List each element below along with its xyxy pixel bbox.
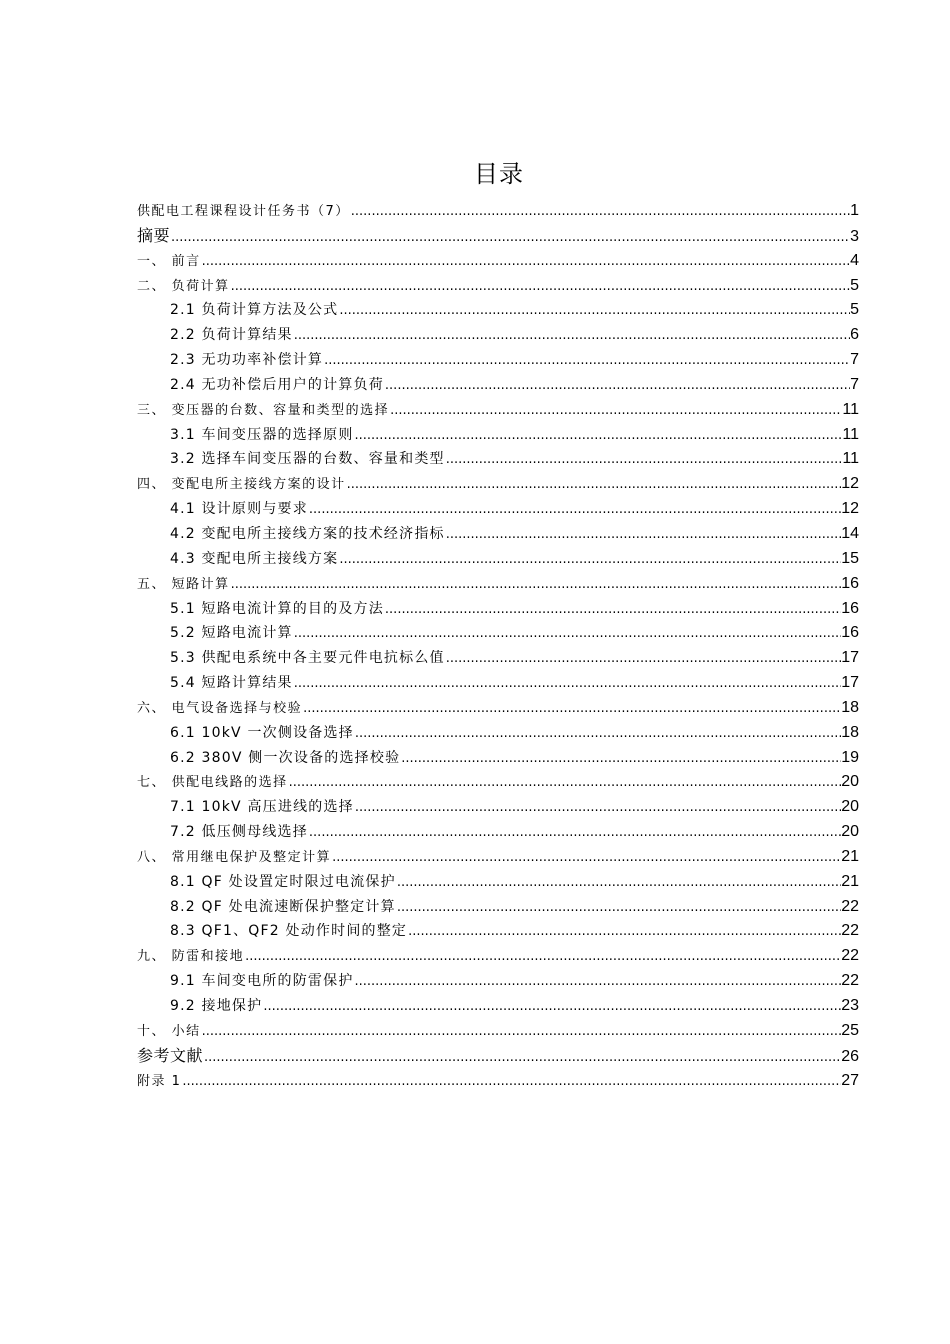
toc-page-number: 7	[850, 351, 859, 369]
toc-page-number: 19	[841, 748, 859, 766]
toc-page-number: 20	[841, 823, 859, 841]
toc-dot-leader	[302, 697, 841, 722]
toc-dot-leader	[389, 399, 842, 424]
toc-dot-leader	[293, 324, 850, 349]
toc-dot-leader	[262, 995, 841, 1020]
toc-page-number: 27	[841, 1071, 859, 1089]
toc-entry[interactable]	[137, 820, 859, 845]
toc-dot-leader	[201, 1020, 842, 1045]
toc-entry-title: 六、 电气设备选择与校验	[137, 700, 303, 716]
toc-entry[interactable]	[137, 795, 859, 820]
toc-page-number: 17	[841, 674, 859, 692]
toc-dot-leader	[331, 846, 841, 871]
toc-dot-leader	[445, 448, 843, 473]
toc-entry[interactable]	[137, 919, 859, 944]
toc-page-number: 22	[841, 897, 859, 915]
toc-page-number: 11	[842, 400, 859, 418]
toc-entry-title: 4.2 变配电所主接线方案的技术经济指标	[170, 525, 445, 542]
toc-entry[interactable]	[137, 249, 859, 274]
toc-page-number: 17	[841, 649, 859, 667]
toc-page-number: 22	[841, 947, 859, 965]
toc-entry-title: 七、 供配电线路的选择	[137, 775, 288, 791]
toc-dot-leader	[293, 622, 841, 647]
toc-dot-leader	[354, 970, 842, 995]
toc-page-number: 16	[841, 599, 859, 617]
toc-entry-title: 九、 防雷和接地	[137, 949, 245, 965]
toc-dot-leader	[354, 424, 843, 449]
toc-dot-leader	[346, 473, 842, 498]
toc-entry[interactable]	[137, 447, 859, 472]
toc-dot-leader	[354, 796, 841, 821]
toc-dot-leader	[230, 275, 850, 300]
toc-page-number: 20	[841, 798, 859, 816]
toc-page-number: 25	[841, 1021, 859, 1039]
toc-dot-leader	[445, 647, 841, 672]
toc-dot-leader	[338, 299, 850, 324]
toc-dot-leader	[384, 598, 841, 623]
toc-entry-title: 4.3 变配电所主接线方案	[170, 550, 339, 567]
toc-entry-title: 5.4 短路计算结果	[170, 675, 293, 692]
toc-dot-leader	[338, 548, 841, 573]
toc-entry-title: 2.4 无功补偿后用户的计算负荷	[170, 376, 384, 393]
toc-page-number: 12	[841, 500, 859, 518]
toc-dot-leader	[170, 226, 850, 251]
toc-entry[interactable]	[137, 348, 859, 373]
toc-entry[interactable]	[137, 423, 859, 448]
toc-entry[interactable]	[137, 472, 859, 497]
toc-page-number: 21	[841, 872, 859, 890]
toc-entry[interactable]	[137, 621, 859, 646]
toc-entry-title: 4.1 设计原则与要求	[170, 501, 308, 518]
toc-entry-title: 三、 变压器的台数、容量和类型的选择	[137, 402, 390, 418]
toc-entry[interactable]	[137, 274, 859, 299]
toc-entry[interactable]	[137, 572, 859, 597]
toc-dot-leader	[445, 523, 841, 548]
toc-entry[interactable]	[137, 721, 859, 746]
toc-entry-title: 五、 短路计算	[137, 576, 230, 592]
toc-entry-title: 3.2 选择车间变压器的台数、容量和类型	[170, 451, 445, 468]
toc-page-number: 22	[841, 972, 859, 990]
toc-entry[interactable]	[137, 671, 859, 696]
toc-entry-title: 参考文献	[137, 1045, 204, 1065]
toc-page-number: 15	[841, 549, 859, 567]
toc-page-number: 20	[841, 773, 859, 791]
toc-entry-title: 8.2 QF 处电流速断保护整定计算	[170, 898, 396, 915]
toc-dot-leader	[203, 1046, 841, 1071]
toc-entry[interactable]	[137, 969, 859, 994]
toc-entry[interactable]	[137, 522, 859, 547]
toc-page-number: 5	[850, 301, 859, 319]
toc-entry[interactable]	[137, 323, 859, 348]
toc-page-number: 12	[841, 475, 859, 493]
toc-dot-leader	[181, 1070, 841, 1095]
toc-dot-leader	[308, 498, 841, 523]
toc-entry[interactable]	[137, 547, 859, 572]
toc-entry-title: 8.3 QF1、QF2 处动作时间的整定	[170, 923, 408, 940]
toc-dot-leader	[244, 945, 841, 970]
toc-dot-leader	[293, 672, 841, 697]
toc-dot-leader	[400, 747, 841, 772]
toc-entry[interactable]	[137, 398, 859, 423]
toc-entry-title: 5.1 短路电流计算的目的及方法	[170, 600, 384, 617]
toc-entry[interactable]	[137, 497, 859, 522]
toc-entry-title: 7.2 低压侧母线选择	[170, 824, 308, 841]
toc-entry[interactable]	[137, 1019, 859, 1044]
toc-dot-leader	[384, 374, 850, 399]
toc-entry[interactable]	[137, 944, 859, 969]
toc-page-number: 16	[841, 574, 859, 592]
toc-entry-title: 6.1 10kV 一次侧设备选择	[170, 724, 354, 741]
toc-entry[interactable]	[137, 298, 859, 323]
toc-page-number: 26	[841, 1047, 859, 1065]
toc-page-number: 7	[850, 375, 859, 393]
toc-page-number: 4	[850, 251, 859, 269]
toc-dot-leader	[201, 250, 850, 275]
toc-entry-title: 2.1 负荷计算方法及公式	[170, 302, 339, 319]
toc-page-number: 18	[841, 698, 859, 716]
toc-entry-title: 一、 前言	[137, 253, 201, 269]
toc-entry-title: 8.1 QF 处设置定时限过电流保护	[170, 873, 396, 890]
toc-page-number: 3	[850, 227, 859, 245]
toc-entry-title: 9.2 接地保护	[170, 998, 263, 1014]
toc-entry-title: 2.2 负荷计算结果	[170, 327, 293, 344]
toc-dot-leader	[288, 771, 842, 796]
toc-dot-leader	[396, 896, 841, 921]
toc-entry-title: 5.3 供配电系统中各主要元件电抗标么值	[170, 650, 445, 667]
toc-entry[interactable]	[137, 597, 859, 622]
toc-entry-title: 四、 变配电所主接线方案的设计	[137, 477, 346, 493]
toc-entry-title: 9.1 车间变电所的防雷保护	[170, 973, 354, 990]
toc-entry-title: 二、 负荷计算	[137, 278, 230, 294]
toc-page-number: 16	[841, 624, 859, 642]
toc-page-number: 6	[850, 326, 859, 344]
toc-entry[interactable]	[137, 994, 859, 1019]
toc-page-number: 23	[841, 997, 859, 1014]
toc-entry-title: 摘要	[137, 225, 171, 245]
toc-dot-leader	[407, 920, 841, 945]
toc-entry-title: 6.2 380V 侧一次设备的选择校验	[170, 749, 401, 766]
toc-page-number: 5	[850, 276, 859, 294]
toc-entry[interactable]	[137, 895, 859, 920]
toc-dot-leader	[323, 349, 850, 374]
toc-entry[interactable]	[137, 646, 859, 671]
toc-entry[interactable]	[137, 770, 859, 795]
toc-entry-title: 十、 小结	[137, 1023, 201, 1039]
toc-dot-leader	[396, 871, 841, 896]
toc-page-number: 22	[841, 922, 859, 940]
toc-entry-title: 八、 常用继电保护及整定计算	[137, 849, 332, 865]
toc-entry[interactable]	[137, 224, 859, 249]
toc-entry[interactable]	[137, 373, 859, 398]
toc-page-number: 18	[841, 723, 859, 741]
table-of-contents	[137, 199, 859, 1093]
toc-entry[interactable]	[137, 1044, 859, 1069]
toc-dot-leader	[308, 821, 841, 846]
toc-dot-leader	[354, 722, 841, 747]
toc-page-number: 14	[841, 524, 859, 542]
toc-entry-title: 供配电工程课程设计任务书（7）	[137, 204, 350, 219]
toc-dot-leader	[230, 573, 842, 598]
toc-page-number: 21	[841, 847, 859, 865]
toc-entry[interactable]	[137, 199, 859, 224]
toc-entry[interactable]	[137, 696, 859, 721]
toc-entry-title: 附录 1	[137, 1073, 182, 1089]
toc-entry-title: 7.1 10kV 高压进线的选择	[170, 799, 354, 816]
toc-entry-title: 5.2 短路电流计算	[170, 625, 293, 642]
toc-dot-leader	[350, 200, 850, 225]
toc-entry-title: 3.1 车间变压器的选择原则	[170, 426, 354, 443]
toc-page-number: 11	[842, 425, 859, 443]
toc-entry[interactable]	[137, 1069, 859, 1094]
toc-page-number: 1	[850, 202, 859, 219]
page-title: 目录	[474, 160, 524, 188]
toc-page-number: 11	[842, 450, 859, 468]
toc-entry[interactable]	[137, 870, 859, 895]
toc-entry-title: 2.3 无功功率补偿计算	[170, 352, 324, 369]
toc-entry[interactable]	[137, 845, 859, 870]
toc-entry[interactable]	[137, 746, 859, 771]
